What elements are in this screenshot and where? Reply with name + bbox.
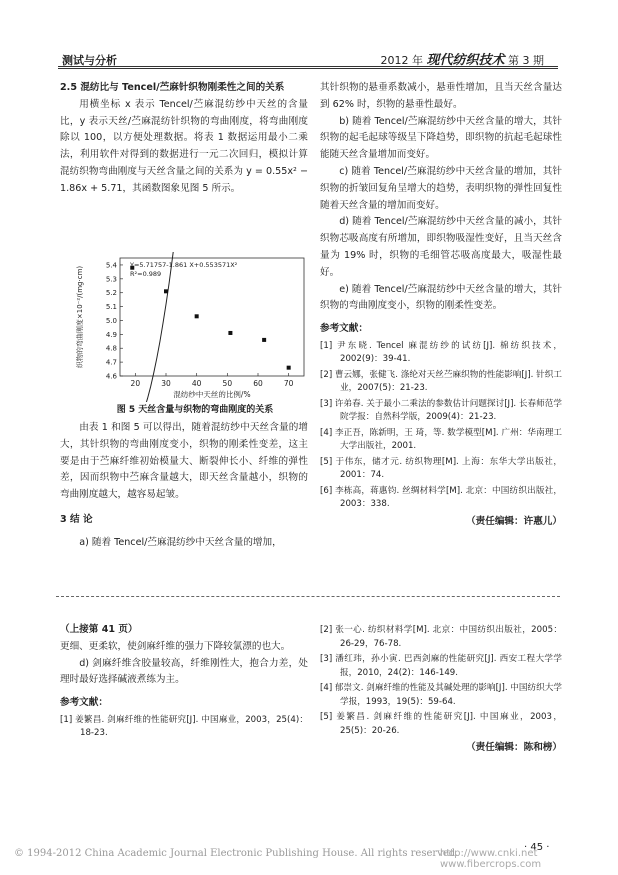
x-tick-label: 70 (283, 379, 294, 388)
continued-from-note: （上接第 41 页） (60, 624, 138, 635)
data-point (262, 338, 266, 342)
conclusion-d-sisal: d) 剑麻纤维含胶量较高，纤维刚性大，抱合力差，处理时最好选择碱液煮练为主。 (60, 657, 308, 686)
references-title: 参考文献： (320, 323, 368, 335)
x-tick-label: 50 (222, 379, 233, 388)
y-tick-label: 4.8 (105, 344, 117, 353)
figure-5-chart (72, 252, 312, 402)
reference-item: [4] 李正吾，陈新明，王 琦，等. 数学模型[M]. 广州：华南理工大学出版社，2001. (320, 427, 562, 452)
r-squared-label: R²=0.989 (130, 270, 162, 278)
paragraph-analysis: 由表 1 和图 5 可以得出，随着混纺纱中天丝含量的增大，其针织物的弯曲刚度变小，织物的刚柔性变差，这主要是由于苎麻纤维初始模量大、断裂伸长小、纤维的弹性差，因而织物中苎麻含量越大，即天丝含量越小，织物的弯曲刚度越大，越容易起皱。 (60, 422, 308, 501)
section-heading-3: 3 结 论 (60, 513, 93, 525)
footer-url: http://www.cnki.net www.fibercrops.com (440, 848, 542, 870)
reference-item: [5] 姜繁昌. 剑麻纤维的性能研究[J]. 中国麻业，2003，25(5)：20-26. (320, 712, 562, 736)
continued-text: 更细、更柔软，使剑麻纤维的强力下降较氯漂的也大。 (60, 640, 291, 652)
left-column-top (60, 80, 308, 198)
data-point (164, 289, 168, 293)
y-tick-label: 5.2 (105, 289, 117, 298)
editor-credit: （责任编辑：许惠儿） (466, 515, 562, 527)
header-rule (58, 66, 558, 67)
running-header-section: 测试与分析 (62, 54, 117, 67)
y-axis-label: 织物的弯曲刚度×10⁻²/(mg·cm) (76, 265, 84, 369)
x-tick-label: 40 (191, 379, 202, 388)
reference-item: [6] 李栋高，蒋惠钧. 丝绸材料学[M]. 北京：中国纺织出版社，2003：338. (320, 485, 562, 510)
y-tick-label: 5.0 (105, 316, 117, 325)
references-title-2: 参考文献： (60, 697, 108, 709)
y-tick-label: 4.7 (105, 358, 117, 367)
conclusion-c: c) 随着 Tencel/苎麻混纺纱中天丝含量的增加，其针织物的折皱回复角呈增大的趋势，表明织物的弹性回复性随着天丝含量的增加而变好。 (320, 165, 562, 211)
x-tick-label: 30 (161, 379, 171, 388)
conclusion-a: a) 随着 Tencel/苎麻混纺纱中天丝含量的增加， (79, 536, 282, 548)
article-divider (56, 596, 560, 597)
editor-credit-2: （责任编辑：陈和榜） (466, 742, 562, 753)
x-tick-label: 60 (253, 379, 263, 388)
reference-item: [1] 姜繁昌. 剑麻纤维的性能研究[J]. 中国麻业，2003，25(4)：18-23. (60, 714, 308, 739)
header-journal-name: 现代纺织技术 (426, 53, 505, 68)
reference-item: [1] 尹东晓. Tencel 麻混纺纱的试纺[J]. 棉纺织技术，2002(9)：39-41. (320, 340, 562, 365)
data-point (228, 331, 232, 335)
reference-item: [5] 于伟东，储才元. 纺织物理[M]. 上海：东华大学出版社，2001：74. (320, 456, 562, 481)
data-point (195, 314, 199, 318)
y-tick-label: 5.3 (105, 275, 117, 284)
regression-equation: Y=5.71757-1.861 X+0.553571X² (130, 261, 238, 269)
reference-item: [2] 曹云娜，张健飞. 涤纶对天丝苎麻织物的性能影响[J]. 针织工业，2007(5)：21-23. (320, 369, 562, 394)
chart-svg (72, 252, 312, 402)
conclusion-b: b) 随着 Tencel/苎麻混纺纱中天丝含量的增大，其针织物的起毛起球等级呈下降趋势，即织物的抗起毛起球性能随天丝含量增加而变好。 (320, 115, 562, 161)
figure-5-caption: 图 5 天丝含量与织物的弯曲刚度的关系 (116, 405, 274, 415)
y-tick-label: 5.1 (105, 303, 117, 312)
header-rule-2 (58, 68, 558, 69)
paragraph-regression: 用横坐标 x 表示 Tencel/苎麻混纺纱中天丝的含量比，y 表示天丝/苎麻混纺针织物的弯曲刚度，将弯曲刚度除以 100，以方便处理数据。将表 1 数据运用最小二乘法，利用软件对得到的数据进行一元二次回归，模拟计算混纺织物弯曲刚度与天丝含量之间的关系为 y = 0.55x² − 1.86x + 5.71，其函数图象见图 5 所示。 (60, 98, 308, 194)
bottom-left-column (60, 622, 308, 743)
copyright-footer: © 1994-2012 China Academic Journal Electronic Publishing House. All rights reserved. (14, 848, 459, 859)
header-issue: 第 3 期 (508, 54, 544, 67)
reference-item: [4] 郁崇文. 剑麻纤维的性能及其碱处理的影响[J]. 中国纺织大学学报，1993，19(5)：59-64. (320, 683, 562, 707)
x-axis-label: 混纺纱中天丝的比例/% (173, 390, 251, 399)
reference-item: [3] 潘红玮，孙小寅. 巴西剑麻的性能研究[J]. 西安工程大学学报，2010，24(2)：146-149. (320, 654, 562, 678)
conclusion-e: e) 随着 Tencel/苎麻混纺纱中天丝含量的增大，其针织物的弯曲刚度变小，织物的刚柔性变差。 (320, 283, 562, 312)
reference-item: [2] 张一心. 纺织材料学[M]. 北京：中国纺织出版社，2005：26-29，76-78. (320, 625, 562, 649)
reference-item: [3] 许弟春. 关于最小二乘法的参数估计问题探讨[J]. 长春师范学院学报：自然科学版，2009(4)：21-23. (320, 398, 562, 423)
bottom-right-column (320, 622, 562, 757)
right-column (320, 80, 562, 531)
y-tick-label: 4.6 (105, 372, 117, 381)
data-point (287, 366, 291, 370)
header-year: 2012 年 (380, 54, 423, 67)
conclusion-d: d) 随着 Tencel/苎麻混纺纱中天丝含量的减小，其针织物芯吸高度有所增加，即织物吸湿性变好，且当天丝含量为 19% 时，织物的毛细管芯吸高度最大，吸湿性最好。 (320, 216, 562, 278)
section-heading-2-5: 2.5 混纺比与 Tencel/苎麻针织物刚柔性之间的关系 (60, 82, 285, 93)
conclusion-a-continued: 其针织物的悬垂系数减小，悬垂性增加，且当天丝含量达到 62% 时，织物的悬垂性最好。 (320, 82, 562, 110)
left-column-bottom (60, 420, 308, 552)
page-number: · 45 · (524, 842, 550, 853)
y-tick-label: 5.4 (105, 261, 117, 270)
x-tick-label: 20 (130, 379, 141, 388)
y-tick-label: 4.9 (105, 330, 117, 339)
